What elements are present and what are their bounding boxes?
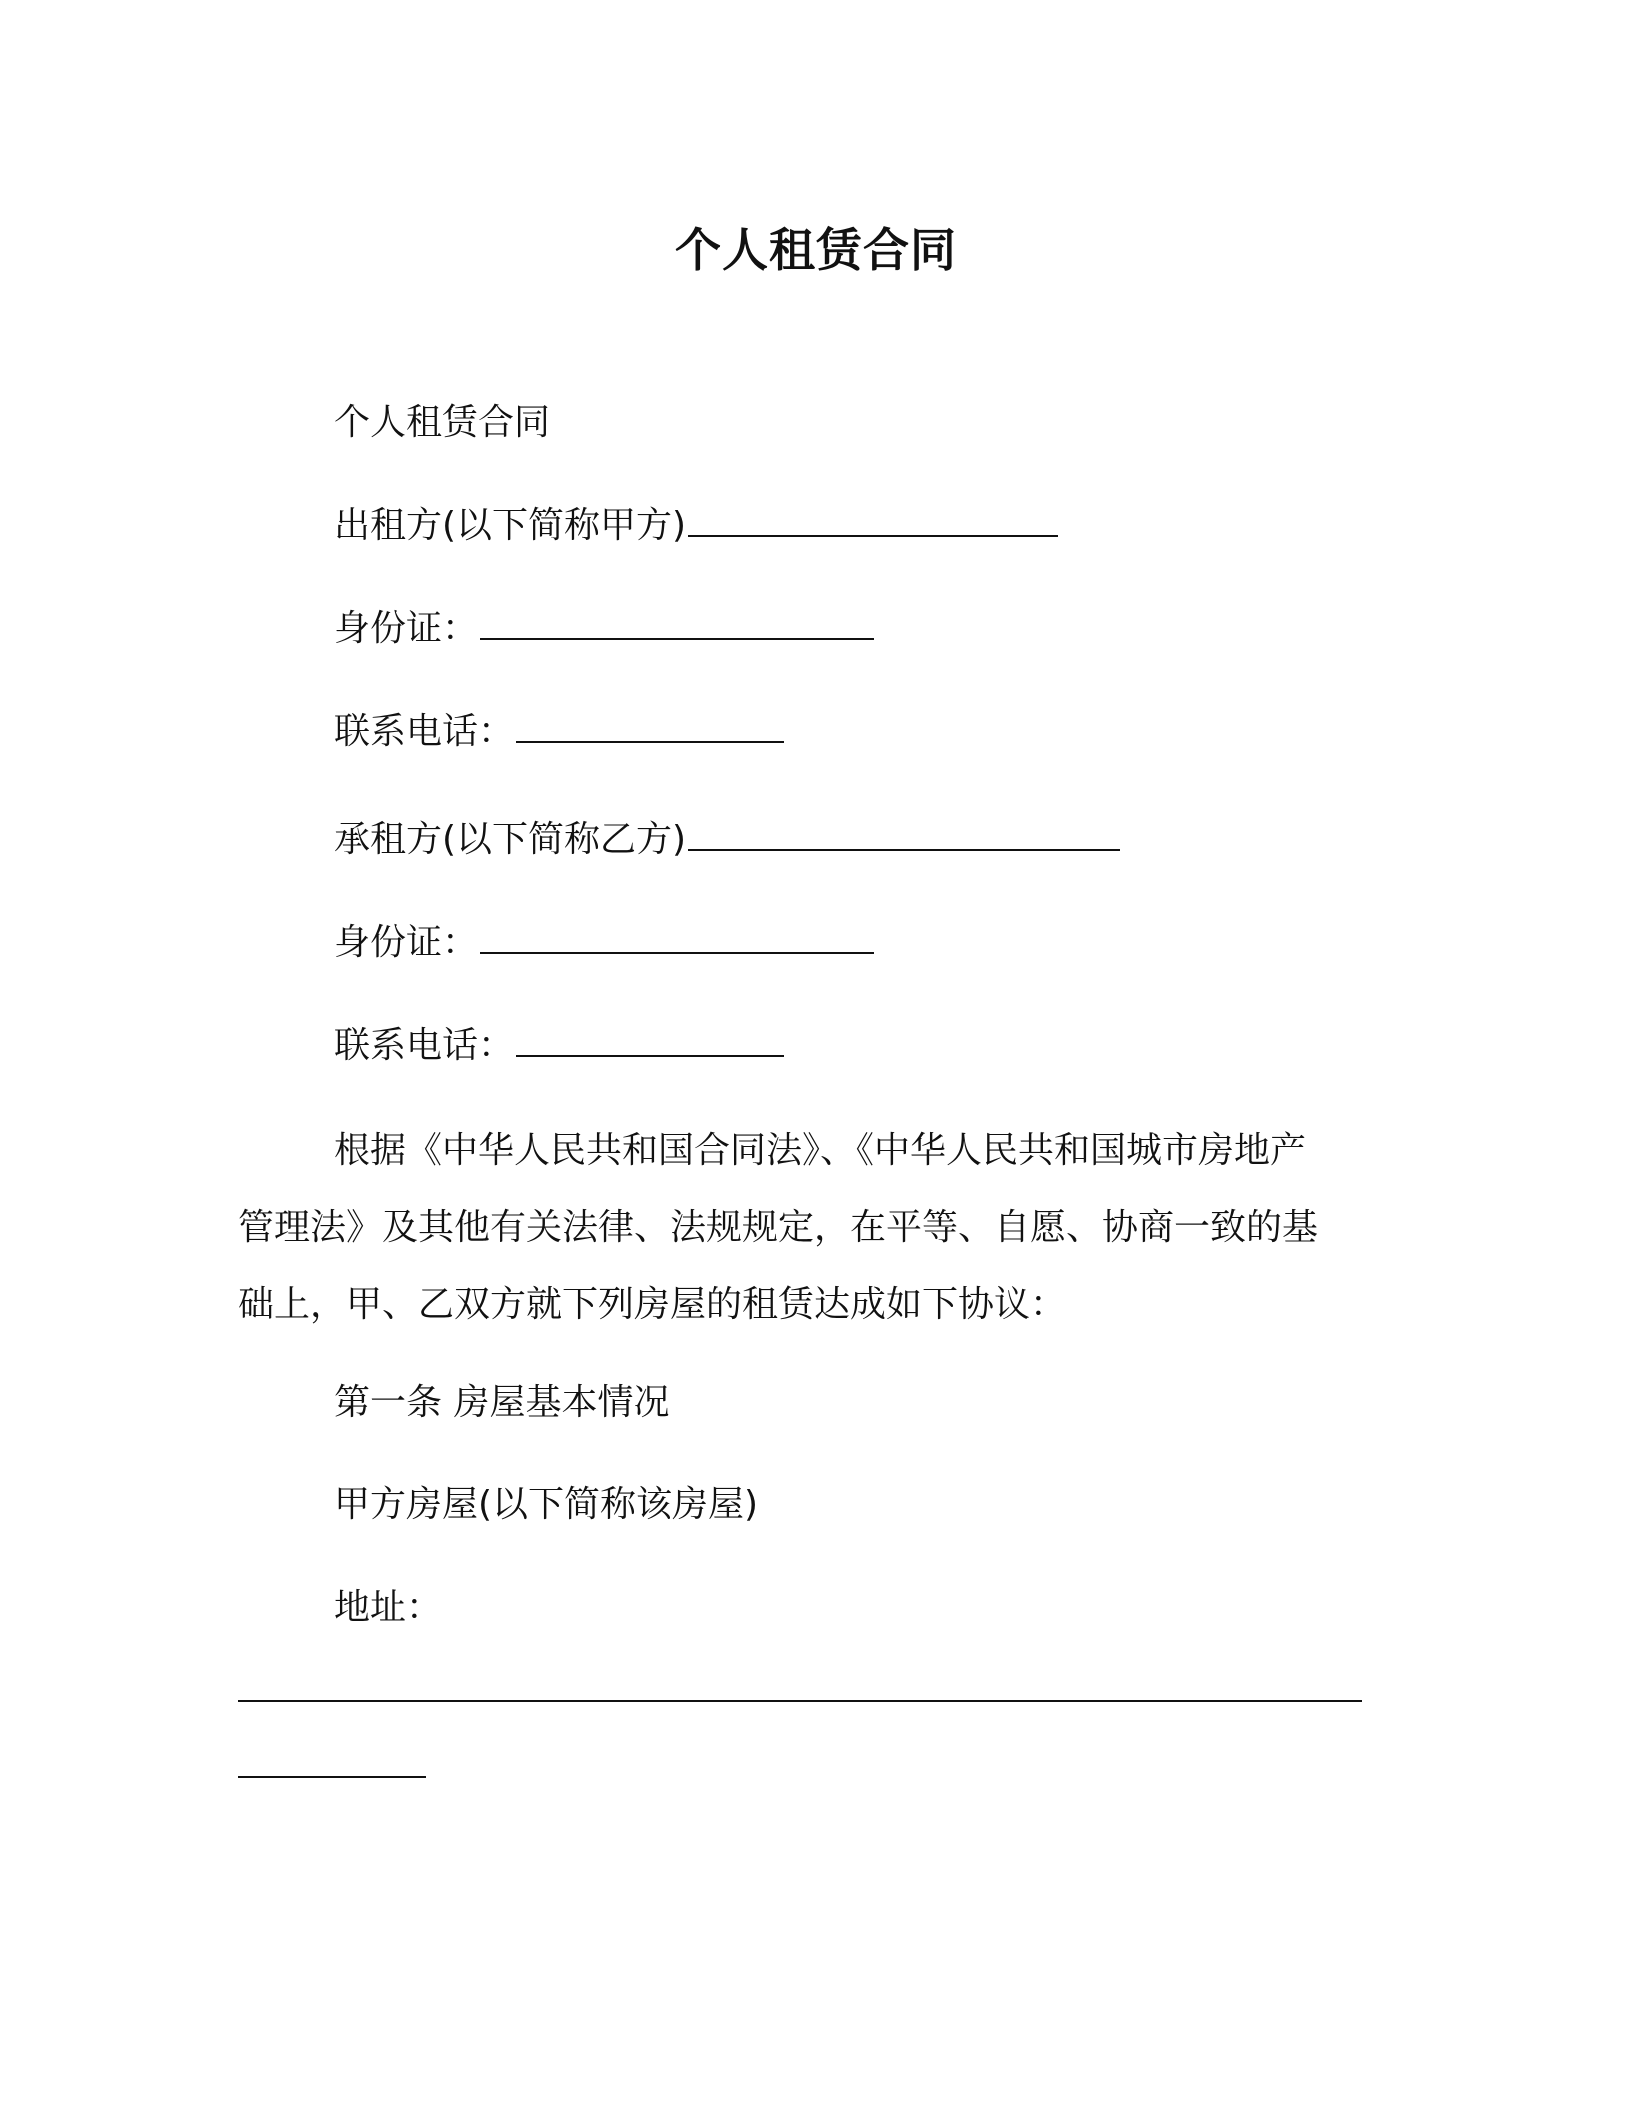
lessee-line xyxy=(334,815,1120,865)
lessee-name-blank[interactable] xyxy=(688,815,1120,851)
address-blank[interactable] xyxy=(238,1666,1362,1702)
lessor-phone-line xyxy=(334,707,784,757)
preamble-line: 础上，甲、乙双方就下列房屋的租赁达成如下协议： xyxy=(238,1284,1067,1325)
lessor-label: 出租方(以下简称甲方) xyxy=(334,505,687,546)
house-label: 甲方房屋(以下简称该房屋) xyxy=(334,1484,759,1525)
lessee-label: 承租方(以下简称乙方) xyxy=(334,819,687,860)
lessee-id-blank[interactable] xyxy=(480,918,874,954)
address-blank-line-2 xyxy=(238,1742,426,1792)
contract-subtitle: 个人租赁合同 xyxy=(334,402,551,443)
lessor-id-line xyxy=(334,604,874,654)
lessor-line xyxy=(334,501,1058,551)
lessor-phone-label: 联系电话： xyxy=(334,711,515,752)
document-title: 个人租赁合同 xyxy=(675,223,957,277)
lessor-id-blank[interactable] xyxy=(480,604,874,640)
article-1-heading: 第一条 房屋基本情况 xyxy=(334,1382,670,1423)
preamble-paragraph xyxy=(238,1112,1378,1343)
lessee-id-line xyxy=(334,918,874,968)
lessee-phone-blank[interactable] xyxy=(516,1021,784,1057)
lessor-id-label: 身份证： xyxy=(334,608,479,649)
address-blank-line-1 xyxy=(238,1666,1362,1716)
lessor-name-blank[interactable] xyxy=(688,501,1058,537)
lessee-id-label: 身份证： xyxy=(334,922,479,963)
address-blank-continued[interactable] xyxy=(238,1742,426,1778)
preamble-line: 根据《中华人民共和国合同法》、《中华人民共和国城市房地产 xyxy=(334,1130,1307,1171)
lessee-phone-label: 联系电话： xyxy=(334,1025,515,1066)
address-label: 地址： xyxy=(334,1587,443,1628)
preamble-line: 管理法》及其他有关法律、法规规定，在平等、自愿、协商一致的基 xyxy=(238,1207,1319,1248)
lessee-phone-line xyxy=(334,1021,784,1071)
lessor-phone-blank[interactable] xyxy=(516,707,784,743)
